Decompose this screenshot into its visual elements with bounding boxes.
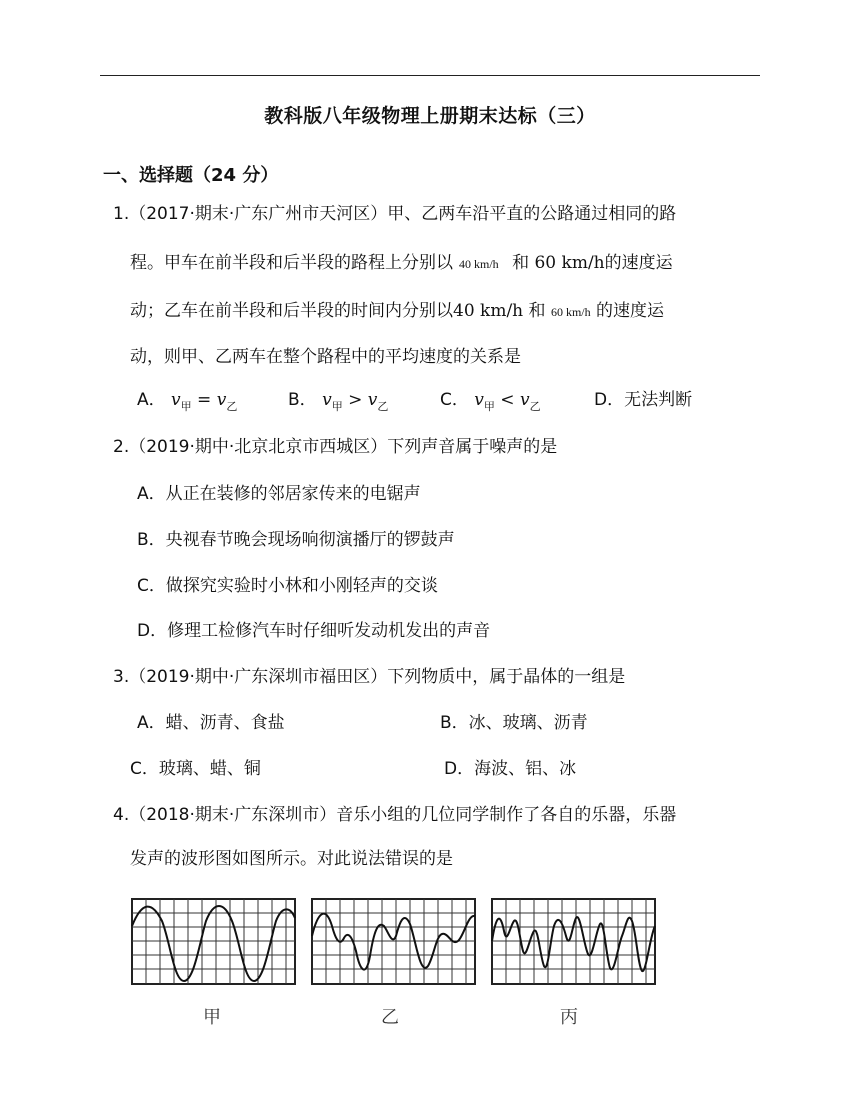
q2-stem: 2.（2019·期中·北京北京市西城区）下列声音属于噪声的是 (113, 437, 558, 457)
q1-text: 和 (528, 301, 546, 321)
formula-greater: $v_甲 > v_乙$ (322, 390, 389, 413)
q2-option-d: D．修理工检修汽车时仔细听发动机发出的声音 (137, 621, 491, 641)
wave-label-yi: 乙 (381, 1007, 399, 1028)
q3-stem: 3.（2019·期中·广东深圳市福田区）下列物质中，属于晶体的一组是 (113, 667, 626, 687)
q1-text: 程。甲车在前半段和后半段的路程上分别以 (130, 253, 453, 273)
q1-line-3 (130, 299, 664, 324)
unit-40: 40 km/h (459, 257, 499, 271)
q1-text: 的速度运 (604, 253, 673, 273)
q3-option-c: C．玻璃、蜡、铜 (130, 759, 261, 779)
q1-option-a (137, 388, 237, 414)
waveform-panel-bing (492, 899, 655, 984)
q2-option-b: B．央视春节晚会现场响彻演播厅的锣鼓声 (137, 530, 455, 550)
waveform-panel-yi (312, 899, 475, 984)
q3-option-a: A．蜡、沥青、食盐 (137, 713, 285, 733)
wave-label-bing: 丙 (560, 1007, 578, 1028)
option-label: B． (288, 390, 317, 410)
q4-line-2: 发声的波形图如图所示。对此说法错误的是 (130, 849, 453, 869)
q1-line-1: 1.（2017·期末·广东广州市天河区）甲、乙两车沿平直的公路通过相同的路 (113, 204, 677, 224)
option-text: 无法判断 (624, 390, 693, 410)
top-rule (100, 75, 760, 76)
q4-line-1: 4.（2018·期末·广东深圳市）音乐小组的几位同学制作了各自的乐器，乐器 (113, 805, 677, 825)
option-label: A． (137, 390, 166, 410)
formula-equal: $v_甲 = v_乙$ (171, 390, 238, 413)
q1-text: 的速度运 (596, 301, 665, 321)
section-heading: 一、选择题（24 分） (103, 165, 279, 186)
waveform-panel-jia (132, 899, 295, 984)
unit-60: 60 km/h (550, 305, 591, 319)
q1-text: 和 (512, 253, 530, 273)
wave-label-jia: 甲 (203, 1007, 221, 1028)
formula-less: $v_甲 < v_乙$ (474, 390, 541, 413)
q3-option-d: D．海波、铝、冰 (444, 759, 577, 779)
q2-option-a: A．从正在装修的邻居家传来的电锯声 (137, 484, 421, 504)
page-title: 教科版八年级物理上册期末达标（三） (264, 105, 596, 127)
q1-line-2 (130, 251, 673, 276)
q1-option-c (440, 388, 541, 414)
q1-option-b (288, 388, 388, 414)
unit-60: 60 km/h (534, 253, 605, 273)
q2-option-c: C．做探究实验时小林和小刚轻声的交谈 (137, 576, 438, 596)
unit-40: 40 km/h (453, 301, 524, 321)
q1-line-4: 动，则甲、乙两车在整个路程中的平均速度的关系是 (130, 347, 521, 367)
q1-option-d (594, 388, 692, 412)
option-label: C． (440, 390, 469, 410)
q1-text: 动；乙车在前半段和后半段的时间内分别以 (130, 301, 453, 321)
q3-option-b: B．冰、玻璃、沥青 (440, 713, 588, 733)
option-label: D． (594, 390, 625, 410)
